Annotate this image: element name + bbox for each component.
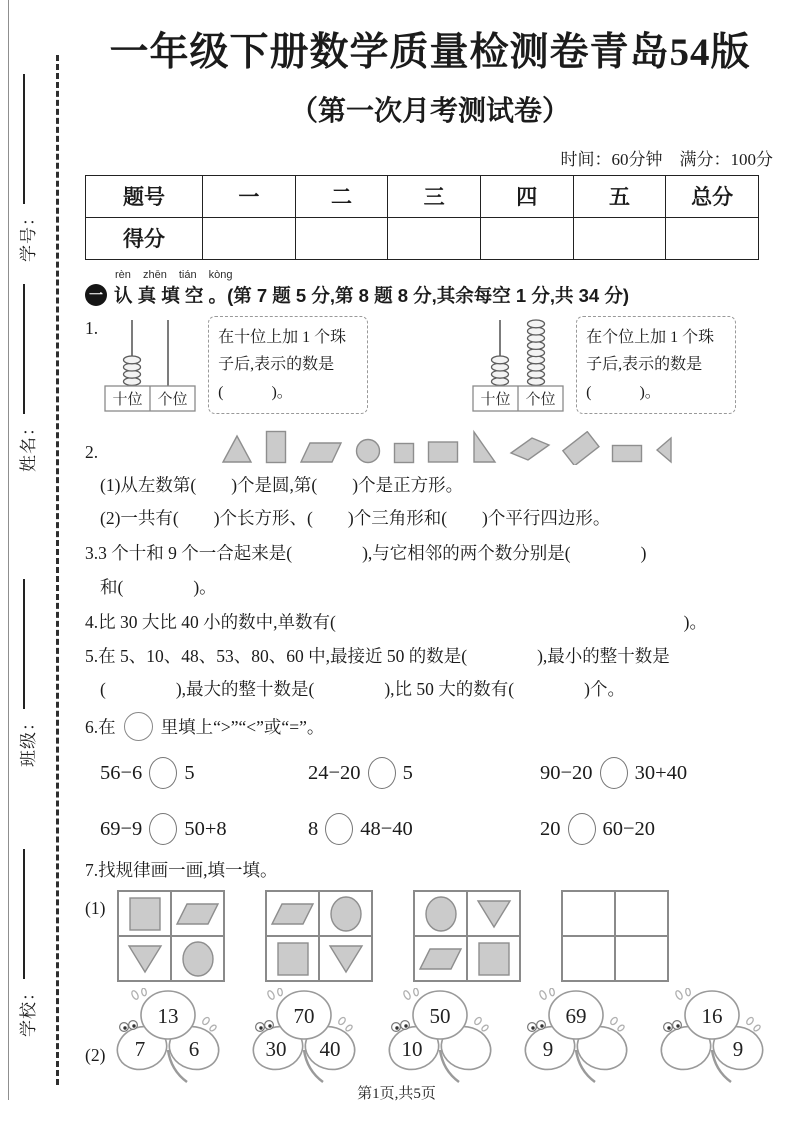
rect-wide-shape: [426, 439, 460, 465]
right-expression: 60−20: [602, 817, 656, 840]
left-expression: 20: [540, 817, 561, 840]
left-expression: 8: [308, 817, 319, 840]
pattern-cell: [266, 936, 319, 981]
main-content: [85, 0, 775, 1093]
clover-row: [107, 988, 787, 1093]
clover: [651, 988, 773, 1088]
score-empty-cell: [666, 217, 759, 259]
question-3: [85, 540, 775, 600]
part-label: (2): [85, 1045, 106, 1066]
score-empty-cell: [388, 217, 481, 259]
circle-shape: [180, 940, 216, 978]
tri-shape: [475, 898, 513, 930]
score-header-cell: 二: [295, 175, 388, 217]
svg-text:十位: 十位: [112, 391, 143, 408]
svg-text:6: 6: [189, 1037, 200, 1062]
question-4: [85, 609, 775, 634]
part-label: (1): [85, 898, 106, 919]
question-1: [85, 316, 775, 420]
score-header-cell: 总分: [666, 175, 759, 217]
question-4-prefix: 4.比 30 大比 40 小的数中,单数有(: [85, 611, 336, 632]
pattern-grid: [117, 890, 225, 982]
left-expression: 90−20: [540, 761, 593, 784]
parallelogram-shape: [298, 440, 344, 465]
score-table-score-row: [86, 217, 759, 259]
pattern-cell: [319, 891, 372, 936]
answer-circle: [149, 757, 177, 789]
score-empty-cell: [295, 217, 388, 259]
question-2-sub1: (1)从左数第( )个是圆,第( )个是正方形。: [100, 474, 464, 495]
left-expression: 69−9: [100, 817, 143, 840]
answer-circle: [568, 813, 596, 845]
page-title: 一年级下册数学质量检测卷青岛54版: [109, 31, 751, 74]
shapes-row: [220, 429, 674, 465]
section-title: 认 真 填 空 。: [114, 284, 228, 306]
left-expression: 24−20: [308, 761, 361, 784]
question-5-line2: ( ),最大的整十数是( ),比 50 大的数有( )个。: [100, 679, 625, 700]
tri-shape: [126, 943, 164, 975]
answer-circle: [600, 757, 628, 789]
comparison-item: [540, 813, 775, 845]
section-score-note: (第 7 题 5 分,第 8 题 8 分,其余每空 1 分,共 34 分): [227, 284, 630, 306]
svg-text:40: 40: [319, 1037, 341, 1062]
comparison-item: [540, 757, 775, 789]
right-expression: 48−40: [360, 817, 413, 840]
para-shape: [270, 901, 316, 927]
write-line: [23, 284, 25, 414]
svg-text:50: 50: [429, 1004, 451, 1029]
clover: [379, 988, 501, 1088]
write-line: [23, 849, 25, 979]
clover-item: [651, 988, 773, 1093]
question-6-comparisons: [85, 757, 775, 845]
pattern-grid: [561, 890, 669, 982]
triangle-left-shape: [654, 435, 674, 465]
question-6-prefix: 6.在: [85, 717, 116, 738]
clover-item: [107, 988, 229, 1093]
right-expression: 50+8: [184, 817, 227, 840]
score-empty-cell: [573, 217, 666, 259]
comparison-item: [100, 757, 308, 789]
abacus-right: [470, 316, 566, 420]
sidebar-field-label: 班级：: [18, 713, 38, 767]
pattern-cell: [414, 936, 467, 981]
abacus-left: [102, 316, 198, 420]
sidebar-field-student-class: [7, 577, 45, 767]
comparison-item: [308, 757, 540, 789]
pattern-cell: [118, 936, 171, 981]
section-number-badge: 一: [85, 284, 107, 306]
clover-item: [515, 988, 637, 1093]
pattern-cell: [615, 891, 668, 936]
abacus: [470, 316, 566, 415]
question-5: [85, 643, 775, 703]
page-footer: 第1页,共5页: [357, 1086, 436, 1102]
svg-text:9: 9: [733, 1037, 744, 1062]
answer-circle: [149, 813, 177, 845]
pattern-cell: [467, 891, 520, 936]
svg-text:9: 9: [543, 1037, 554, 1062]
score-header-cell: 三: [388, 175, 481, 217]
question-2: [85, 429, 775, 532]
para-tilted-shape: [508, 435, 552, 465]
svg-text:个位: 个位: [525, 391, 556, 408]
tri-shape: [327, 943, 365, 975]
sidebar-field-label: 姓名：: [18, 418, 38, 472]
sidebar-field-student-id: [7, 72, 45, 262]
exam-meta: 时间：60分钟 满分：100分: [560, 149, 773, 169]
svg-text:70: 70: [293, 1004, 315, 1029]
answer-circle: [368, 757, 396, 789]
rect-flat-shape: [610, 443, 644, 465]
pattern-cell: [118, 891, 171, 936]
write-line: [23, 579, 25, 709]
score-row-label: 得分: [86, 217, 203, 259]
para-shape: [418, 946, 464, 972]
question-7-title: 7.找规律画一画,填一填。: [85, 860, 278, 881]
right-expression: 5: [402, 761, 413, 784]
question-3-line1: 3.3 个十和 9 个一合起来是( ),与它相邻的两个数分别是( ): [85, 543, 647, 564]
svg-text:7: 7: [135, 1037, 146, 1062]
question-6-suffix: 里填上“>”“<”或“=”。: [160, 717, 325, 738]
comparison-item: [100, 813, 308, 845]
score-header-cell: 五: [573, 175, 666, 217]
rect-shape: [275, 940, 311, 978]
svg-text:10: 10: [401, 1037, 423, 1062]
answer-circle: [124, 712, 153, 741]
question-1-right-prompt: 在个位上加 1 个珠子后,表示的数是( )。: [576, 316, 736, 415]
square-shape: [392, 441, 416, 465]
question-number: 2.: [85, 442, 99, 463]
question-6-intro: [85, 712, 775, 741]
pattern-cell: [266, 891, 319, 936]
svg-text:十位: 十位: [480, 391, 511, 408]
abacus: [102, 316, 198, 415]
rect-tall-shape: [264, 429, 288, 465]
sidebar-field-label: 学校：: [18, 983, 38, 1037]
circle-shape: [423, 895, 459, 933]
right-triangle-shape: [470, 429, 498, 465]
left-expression: 56−6: [100, 761, 143, 784]
score-table-header-row: [86, 175, 759, 217]
rect-shape: [127, 895, 163, 933]
clover: [515, 988, 637, 1088]
right-expression: 30+40: [634, 761, 688, 784]
comparison-item: [308, 813, 540, 845]
svg-text:69: 69: [565, 1004, 587, 1029]
pattern-cell: [171, 936, 224, 981]
score-empty-cell: [203, 217, 296, 259]
pattern-cell: [615, 936, 668, 981]
score-table: [85, 175, 759, 260]
pattern-cell: [562, 891, 615, 936]
svg-text:16: 16: [701, 1004, 723, 1029]
circle-shape: [354, 437, 382, 465]
pattern-cell: [171, 891, 224, 936]
svg-text:个位: 个位: [157, 391, 188, 408]
clover-item: [379, 988, 501, 1093]
pattern-grid: [265, 890, 373, 982]
triangle-up-shape: [220, 433, 254, 465]
sidebar-field-label: 学号：: [18, 208, 38, 262]
sidebar-field-student-school: [7, 847, 45, 1037]
write-line: [23, 74, 25, 204]
score-header-cell: 四: [480, 175, 573, 217]
question-7-part1: [85, 890, 775, 982]
answer-circle: [325, 813, 353, 845]
pattern-cell: [562, 936, 615, 981]
rect-shape: [476, 940, 512, 978]
score-empty-cell: [480, 217, 573, 259]
pattern-grids: [117, 890, 709, 982]
question-4-suffix: )。: [683, 611, 707, 632]
clover-item: [243, 988, 365, 1093]
section-pinyin: rèn zhēn tián kòng: [115, 268, 233, 281]
section-1-header: [85, 270, 775, 308]
question-number: 1.: [85, 317, 99, 338]
pattern-cell: [414, 891, 467, 936]
rect-tilted-shape: [562, 431, 600, 465]
score-header-cell: 题号: [86, 175, 203, 217]
pattern-grid: [413, 890, 521, 982]
para-shape: [175, 901, 221, 927]
pattern-cell: [319, 936, 372, 981]
question-7-part2: [85, 988, 775, 1093]
svg-text:30: 30: [265, 1037, 287, 1062]
clover: [243, 988, 365, 1088]
question-2-sub2: (2)一共有( )个长方形、( )个三角形和( )个平行四边形。: [100, 508, 611, 529]
seal-dashed-line: [56, 55, 59, 1085]
question-3-line2: 和( )。: [100, 576, 217, 597]
right-expression: 5: [184, 761, 195, 784]
pattern-cell: [467, 936, 520, 981]
sidebar-field-student-name: [7, 282, 45, 472]
question-5-line1: 5.在 5、10、48、53、80、60 中,最接近 50 的数是( ),最小的整十数是: [85, 645, 670, 666]
svg-text:13: 13: [157, 1004, 179, 1029]
score-header-cell: 一: [203, 175, 296, 217]
question-1-left-prompt: 在十位上加 1 个珠子后,表示的数是( )。: [208, 316, 368, 415]
clover: [107, 988, 229, 1088]
answer-blank: [336, 609, 684, 634]
circle-shape: [328, 895, 364, 933]
page-subtitle: （第一次月考测试卷）: [289, 95, 570, 127]
